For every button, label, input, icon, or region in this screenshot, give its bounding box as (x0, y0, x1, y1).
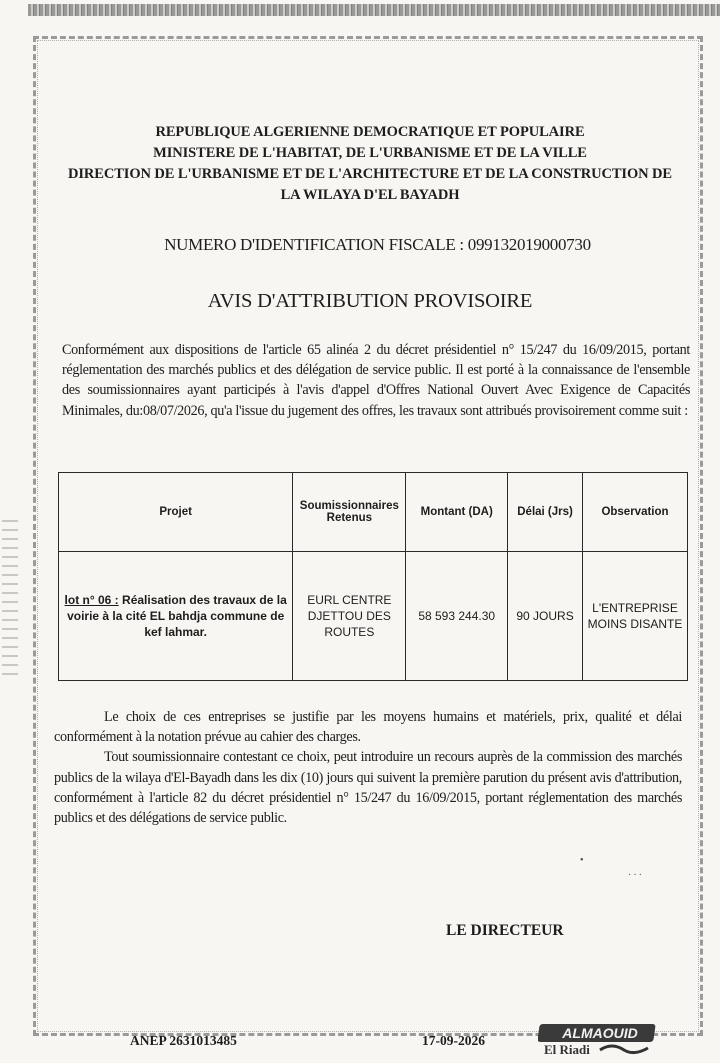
cell-soumissionnaire: EURL CENTRE DJETTOU DES ROUTES (293, 552, 406, 681)
paragraph-recours: Tout soumissionnaire contestant ce choix, peut introduire un recours auprès de la commission des marchés publics de la wilaya d'El-Bayadh dans les dix (10) jours qui suivent la première parution du présent avis d'attribution, conformément à l'article 82 du décret présidentiel n° 15/247 du 16/09/2015, portant réglementation des marchés publics et des délégations de service public. (54, 749, 682, 827)
document-header (60, 122, 680, 206)
cell-montant: 58 593 244.30 (406, 552, 508, 681)
publication-date: 17-09-2026 (422, 1033, 485, 1048)
lot-number: lot n° 06 : (64, 593, 119, 607)
header-soumissionnaires: Soumissionnaires Retenus (293, 473, 406, 552)
header-observation: Observation (583, 473, 688, 552)
header-projet: Projet (59, 473, 293, 552)
header-line-wilaya: LA WILAYA D'EL BAYADH (280, 187, 460, 203)
scan-speck: • (580, 855, 584, 866)
anep-reference: ANEP 2631013485 (130, 1033, 237, 1048)
svg-text:El Riadi: El Riadi (544, 1042, 590, 1057)
signature-title: LE DIRECTEUR (446, 922, 564, 939)
header-montant: Montant (DA) (406, 473, 508, 552)
scan-top-strip (28, 4, 720, 16)
header-delai: Délai (Jrs) (508, 473, 583, 552)
document-title: AVIS D'ATTRIBUTION PROVISOIRE (207, 290, 533, 312)
cell-projet (59, 552, 293, 681)
paragraph-choice: Le choix de ces entreprises se justifie par les moyens humains et matériels, prix, qualité et délai conformément à la notation prévue au cahier des charges. (54, 709, 682, 746)
projet-description: Réalisation des travaux de la voirie à la cité EL bahdja commune de kef lahmar. (67, 593, 287, 639)
svg-text:ALMAOUID: ALMAOUID (562, 1025, 638, 1041)
cell-delai: 90 JOURS (508, 552, 583, 681)
scan-edge-marks (2, 520, 18, 680)
attribution-table (58, 472, 688, 681)
table-row (59, 552, 688, 681)
header-line-republic: REPUBLIQUE ALGERIENNE DEMOCRATIQUE ET POPULAIRE (155, 124, 585, 140)
fiscal-id-number: NUMERO D'IDENTIFICATION FISCALE : 099132019000730 (164, 235, 591, 254)
body-text (54, 707, 682, 828)
intro-paragraph: Conformément aux dispositions de l'article 65 alinéa 2 du décret présidentiel n° 15/247 du 16/09/2015, portant réglementation des marchés publics et des délégation de service public. Il est porté à la connaissance de l'ensemble des soumissionnaires ayant participés à l'avis d'appel d'Offres National Ouvert Avec Exigence de Capacités Minimales, du:08/07/2026, qu'a l'issue du jugement des offres, les travaux sont attribués provisoirement comme suit : (62, 342, 690, 419)
header-line-direction: DIRECTION DE L'URBANISME ET DE L'ARCHITECTURE ET DE LA CONSTRUCTION DE (67, 166, 672, 182)
cell-observation: L'ENTREPRISE MOINS DISANTE (583, 552, 688, 681)
header-line-ministry: MINISTERE DE L'HABITAT, DE L'URBANISME ET DE LA VILLE (153, 145, 587, 161)
table-header-row (59, 473, 688, 552)
newspaper-logo (538, 1022, 660, 1058)
scan-speck-2: ··· (628, 870, 644, 881)
